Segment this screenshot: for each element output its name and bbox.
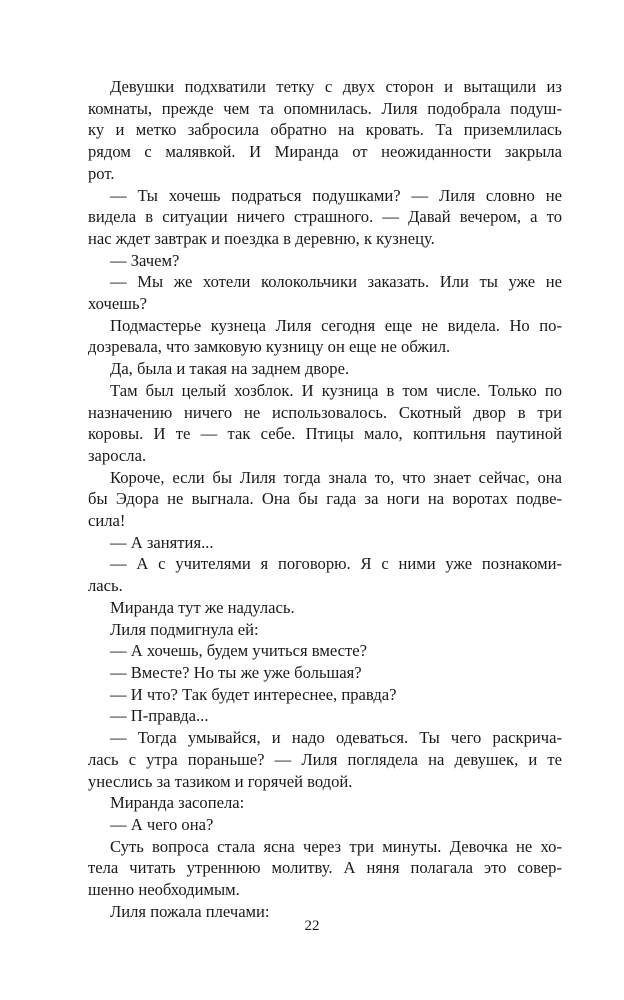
text-line: Девушки подхватили тетку с двух сторон и вытащили из bbox=[110, 77, 562, 96]
text-line: шенно необходимым. bbox=[88, 880, 240, 900]
text-line: комнаты, прежде чем та опомнилась. Лиля подобрала подуш- bbox=[88, 98, 562, 118]
text-line: коровы. И те — так себе. Птицы мало, коптильня паутиной bbox=[88, 424, 562, 444]
text-line: унеслись за тазиком и горячей водой. bbox=[88, 771, 353, 791]
text-line: — Зачем? bbox=[110, 250, 180, 270]
text-line: видела в ситуации ничего страшного. — Давай вечером, а то bbox=[88, 207, 562, 227]
text-line: хочешь? bbox=[88, 294, 147, 314]
text-line: — А хочешь, будем учиться вместе? bbox=[110, 641, 367, 661]
body-text bbox=[88, 76, 562, 922]
text-line: назначению ничего не использовалось. Скотный двор в три bbox=[88, 402, 562, 422]
text-line: Лиля пожала плечами: bbox=[110, 901, 270, 921]
text-line: Миранда тут же надулась. bbox=[110, 597, 295, 617]
text-line: Там был целый хозблок. И кузница в том числе. Только по bbox=[110, 380, 562, 400]
text-line: Короче, если бы Лиля тогда знала то, что знает сейчас, она bbox=[110, 467, 562, 487]
text-line: Суть вопроса стала ясна через три минуты. Девочка не хо- bbox=[110, 836, 562, 856]
text-line: рядом с малявкой. И Миранда от неожиданности закрыла bbox=[88, 142, 562, 162]
text-line: нас ждет завтрак и поездка в деревню, к кузнецу. bbox=[88, 228, 435, 248]
text-line: — А чего она? bbox=[110, 814, 214, 834]
text-line: Подмастерье кузнеца Лиля сегодня еще не видела. Но по- bbox=[110, 315, 562, 335]
text-line: дозревала, что замковую кузницу он еще не обжил. bbox=[88, 337, 451, 357]
page-number: 22 bbox=[304, 918, 320, 934]
text-line: Миранда засопела: bbox=[110, 793, 245, 813]
text-line: бы Эдора не выгнала. Она бы гада за ноги на воротах подве- bbox=[88, 489, 562, 509]
text-line: лась с утра пораньше? — Лиля поглядела на девушек, и те bbox=[88, 749, 562, 769]
text-line: — А занятия... bbox=[110, 532, 214, 552]
text-line: — А с учителями я поговорю. Я с ними уже познакоми- bbox=[110, 554, 562, 574]
text-line: рот. bbox=[88, 163, 115, 183]
text-line: Да, была и такая на заднем дворе. bbox=[110, 359, 350, 379]
text-line: — Тогда умывайся, и надо одеваться. Ты чего раскрича- bbox=[110, 728, 562, 748]
text-line: сила! bbox=[88, 511, 126, 531]
text-line: — Мы же хотели колокольчики заказать. Или ты уже не bbox=[110, 272, 562, 292]
text-line: тела читать утреннюю молитву. А няня полагала это совер- bbox=[88, 858, 562, 878]
text-line: Лиля подмигнула ей: bbox=[110, 619, 259, 639]
text-line: — П-правда... bbox=[110, 706, 209, 726]
text-line: заросла. bbox=[88, 445, 147, 465]
text-line: — И что? Так будет интереснее, правда? bbox=[110, 684, 397, 704]
text-line: лась. bbox=[88, 576, 123, 596]
text-line: — Ты хочешь подраться подушками? — Лиля словно не bbox=[110, 185, 562, 205]
text-line: — Вместе? Но ты же уже большая? bbox=[110, 662, 362, 682]
text-line: ку и метко забросила обратно на кровать. Та приземлилась bbox=[88, 120, 562, 140]
